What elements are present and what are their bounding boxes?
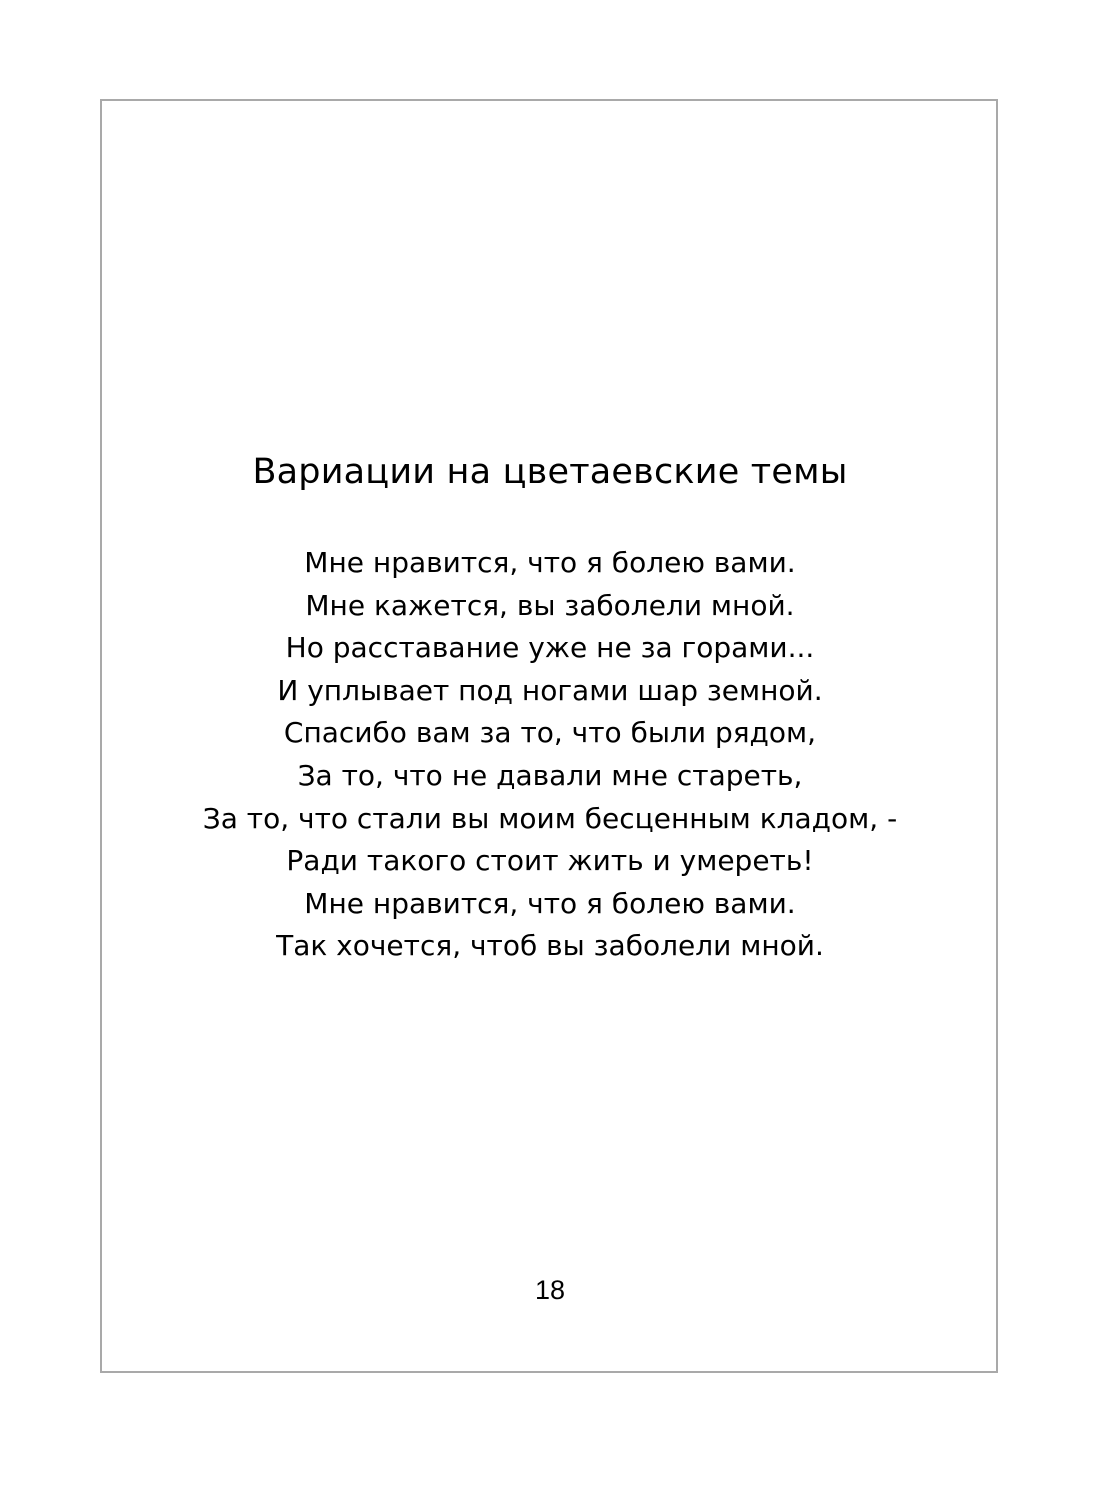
poem-line: За то, что стали вы моим бесценным кладом, - [202,801,898,835]
poem-line: И уплывает под ногами шар земной. [277,673,823,707]
poem-line: Но расставание уже не за горами... [285,631,815,665]
page-number: 18 [534,1275,566,1305]
poem-line: Спасибо вам за то, что были рядом, [283,716,817,750]
poem-line: За то, что не давали мне стареть, [297,758,803,792]
poem-line: Мне кажется, вы заболели мной. [305,588,795,622]
poem-line: Ради такого стоит жить и умереть! [286,844,814,878]
poem-line: Мне нравится, что я болею вами. [304,546,796,579]
poem-title: Вариации на цветаевские темы [252,452,848,492]
poem-line: Так хочется, чтоб вы заболели мной. [276,929,824,963]
poem-line: Мне нравится, что я болею вами. [304,886,796,920]
poem-body [0,542,1100,968]
